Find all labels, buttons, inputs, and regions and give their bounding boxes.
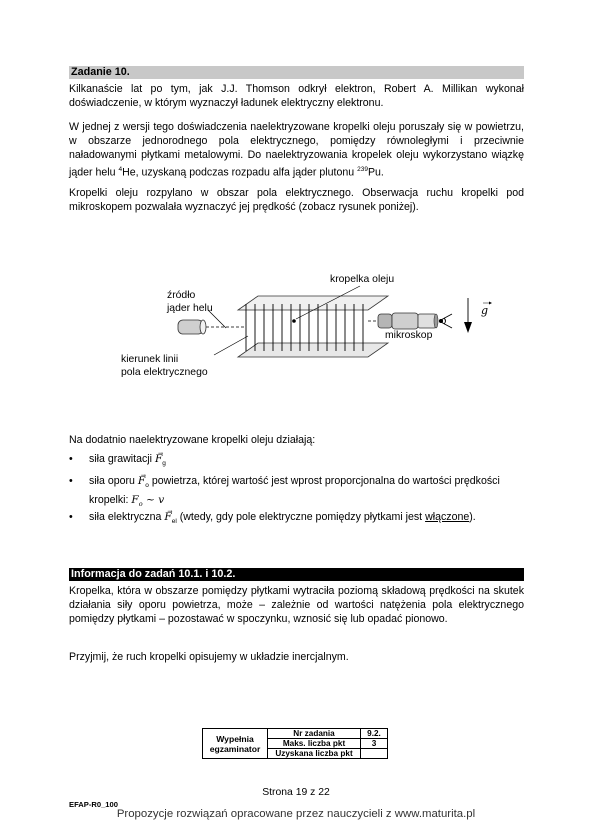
gravity-label: g [481,304,489,317]
score-label-cell: Nr zadania [268,729,361,739]
page-number: Strona 19 z 22 [262,787,330,798]
credit-line: Propozycje rozwiązań opracowane przez nauczycieli z www.maturita.pl [116,808,476,820]
info-header: Informacja do zadań 10.1. i 10.2. [69,568,524,581]
examiner-score-table [202,728,388,759]
bullet-marker: • [69,475,73,487]
task-observation-paragraph: Kropelki oleju rozpylano w obszar pola elektrycznego. Obserwacja ruchu kropelki pod mikroskopem pozwalała wyznaczyć jej prędkość (zobacz rysunek poniżej). [69,187,524,214]
score-label-cell: Maks. liczba pkt [268,739,361,749]
gravity-arrow [464,298,472,333]
bottom-plate [238,343,388,357]
forces-intro: Na dodatnio naelektryzowane kropelki oleju działają: [69,434,316,446]
task-experiment-paragraph: W jednej z wersji tego doświadczenia naelektryzowane kropelki oleju poruszały się w powietrzu, w obszarze jednorodnego pola elektrycznego, pomiędzy równoległymi i przeciwnie naładowanymi płytkami metalowymi. Do naelektryzowania kropelek oleju wykorzystano wiązkę jąder helu $^4$He, uzyskaną podczas rozpadu alfa jąder plutonu $^{239}$Pu. [69,121,524,179]
force-item-electric: siła elektryczna $F \to_{el}$ (wtedy, gdy pole elektryczne pomiędzy płytkami jest włączone). [89,510,524,529]
score-value-cell: 3 [361,739,388,749]
eye-icon [439,314,452,328]
task-header: Zadanie 10. [69,66,524,79]
task-intro-paragraph: Kilkanaście lat po tym, jak J.J. Thomson odkrył elektron, Robert A. Millikan wykonał doświadczenie, w którym wyznaczył ładunek elektryczny elektronu. [69,83,524,110]
droplet-label: kropelka oleju [330,274,395,285]
source-label-line2: jąder helu [167,303,213,314]
helium-source-icon [178,320,206,334]
microscope-icon [378,313,438,329]
exam-code: EFAP-R0_100 [69,800,118,809]
bullet-marker: • [69,453,73,465]
source-label-line1: źródło [167,290,196,301]
force-item-gravity: siła grawitacji $F \to_g$ [89,452,524,471]
score-input-cell[interactable] [361,749,388,759]
force-item-drag: siła oporu $F \to_o$ powietrza, której wartość jest wprost proporcjonalna do wartości prędkości kropelki: $F_o$ ~ v [89,474,524,512]
info-paragraph: Kropelka, która w obszarze pomiędzy płytkami wytraciła poziomą składową prędkości na skutek działania siły oporu powietrza, może – zależnie od wartości natężenia pola elektrycznego pomiędzy płytkami – pozostawać w spoczynku, wznosić się lub opadać pionowo. [69,585,524,626]
field-leader [214,336,248,355]
score-value-cell: 9.2. [361,729,388,739]
score-label-cell: Uzyskana liczba pkt [268,749,361,759]
field-label-line1: kierunek linii [121,354,179,365]
field-label-line2: pola elektrycznego [121,367,208,378]
top-plate [238,296,388,310]
examiner-cell: Wypełnia egzaminator [203,729,268,759]
bullet-marker: • [69,511,73,523]
inertial-frame-paragraph: Przyjmij, że ruch kropelki opisujemy w układzie inercjalnym. [69,651,349,663]
oil-droplet [292,319,296,323]
microscope-label: mikroskop [385,330,433,341]
